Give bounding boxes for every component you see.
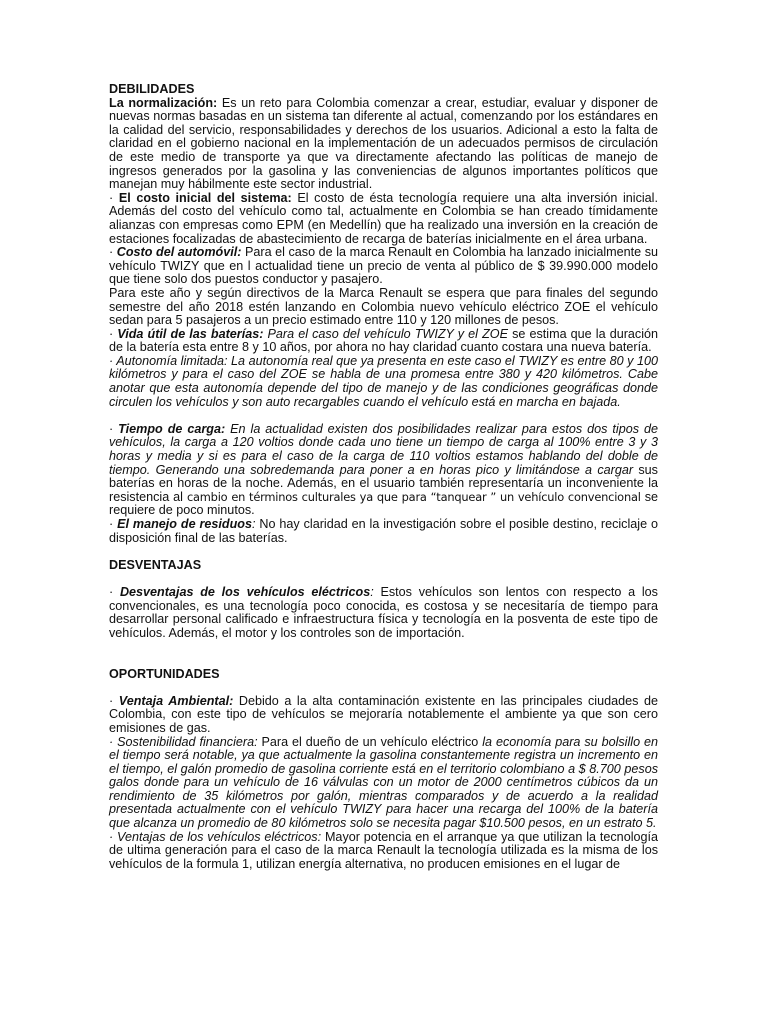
label-ambiental: Ventaja Ambiental: (118, 693, 234, 708)
text-tiempo-carga: sus baterías en horas de la noche. Además, en el usuario también representaría un inconveniente la resistencia al (109, 462, 658, 504)
paragraph-normalizacion (109, 97, 658, 192)
paragraph-ventajas-electricos (109, 831, 658, 872)
heading-desventajas: DESVENTAJAS (109, 557, 202, 572)
text-ventajas-electricos: Mayor potencia en el arranque ya que utilizan la tecnología de ultima generación para el caso de la marca Renault la tecnología utilizada es la misma de los vehículos de la formula 1, utilizan energía alternativa, no producen emisiones en el lugar de (109, 829, 659, 871)
bullet-costo-inicial: · (109, 190, 119, 205)
bullet-costo-automovil: · (109, 245, 117, 260)
italic-sostenibilidad: la economía para su bolsillo en el tiempo será notable, ya que actualmente la gasolina constantemente registra un incremento en el tiempo, el galón promedio de gasolina corriente está en el territorio colombiano a $ 8.700 pesos galos donde para un vehículo de 16 válvulas con un motor de 2000 centímetros cúbicos da un rendimiento de 35 kilómetros por galón, mientras comparados y de acuerdo a la realidad presentada actualmente con el vehículo TWIZY para hacer una recarga del 100% de la batería que alcanza un promedio de 80 kilómetros solo se necesita pagar $10.500 pesos, en un estrato 5. (109, 734, 659, 831)
paragraph-ambiental (109, 695, 658, 736)
paragraph-costo-inicial (109, 192, 658, 246)
bullet-residuos: · (109, 517, 118, 531)
label-costo-automovil: Costo del automóvil: (116, 245, 242, 260)
document-page (109, 83, 658, 871)
label-residuos: El manejo de residuos (117, 517, 252, 531)
heading-oportunidades: OPORTUNIDADES (109, 666, 220, 681)
text-residuos: No hay claridad en la investigación sobre el posible destino, reciclaje o disposición final de las baterías. (109, 517, 658, 545)
bullet-desventajas: · (109, 584, 120, 599)
text-normalizacion: Es un reto para Colombia comenzar a crear, estudiar, evaluar y disponer de nuevas normas basadas en un sistema tan diferente al actual, comenzando por los estándares en la calidad del servicio, responsabilidades y derechos de los usuarios. Adicional a esto la falta de claridad en el gobierno nacional en la implementación de un adecuados permisos de circulación de este medio de transporte ya que va directamente afectando las políticas de manejo de ingresos generados por la gasolina y las conveniencias de algunos importantes políticos que manejan muy hábilmente este sector industrial. (109, 95, 658, 192)
label-costo-inicial: El costo inicial del sistema: (118, 190, 292, 205)
text-costo-automovil: Para el caso de la marca Renault en Colombia ha lanzado inicialmente su vehículo TWIZY que en l actualidad tiene un precio de venta al público de $ 39.990.000 modelo que tiene solo dos puestos conductor y pasajero. (109, 245, 659, 287)
label-vida-util: Vida útil de las baterías: (117, 326, 264, 341)
paragraph-vida-util (109, 328, 658, 355)
condensed-tiempo-carga: cambio en términos culturales ya que para “tanquear ” un vehículo convencional (186, 489, 641, 504)
bullet-tiempo-carga: · (109, 421, 119, 436)
paragraph-desventajas (109, 586, 658, 640)
paragraph-zoe: Para este año y según directivos de la Marca Renault se espera que para finales del segundo semestre del año 2018 estén lanzando en Colombia nuevo vehículo eléctrico ZOE el vehículo sedan para 5 pasajeros a un precio estimado entre 110 y 120 millones de pesos. (109, 285, 658, 328)
text-autonomia: · Autonomía limitada: La autonomía real que ya presenta en este caso el TWIZY es entre 80 y 100 kilómetros y para el caso del ZOE se habla de una promesa entre 380 y 420 kilómetros. Cabe anotar que esta autonomía depende del tipo de manejo y de las condiciones geográficas donde circulen los vehículos y son auto recargables cuando el vehículo está en marcha en bajada. (109, 353, 658, 409)
label-normalizacion: La normalización: (109, 95, 218, 110)
spacer (109, 681, 658, 695)
text-ambiental: Debido a la alta contaminación existente en las principales ciudades de Colombia, con este tipo de vehículos se mejoraría notablemente el ambiente ya que son cero emisiones de gas. (109, 693, 658, 735)
text-sostenibilidad: Para el dueño de un vehículo eléctrico (257, 734, 483, 749)
lead-sostenibilidad: · Sostenibilidad financiera: (109, 734, 258, 749)
text-end-tiempo-carga: se requiere de poco minutos. (109, 489, 658, 518)
spacer (109, 572, 658, 586)
text-vida-util: se estima que la duración de la batería esta entre 8 y 10 años, por ahora no hay claridad cuanto costara una nueva batería. (109, 326, 659, 355)
italic-tiempo-carga: En la actualidad existen dos posibilidades realizar para estos dos tipos de vehículos, la carga a 120 voltios donde cada uno tiene un tiempo de carga al 100% entre 3 y 3 horas y media y si es para el caso de la carga de 110 voltios estamos hablando del doble de tiempo. Generando una sobredemanda para poner a en horas pico y limitándose a cargar (109, 421, 658, 477)
spacer (109, 640, 658, 654)
colon-residuos: : (252, 517, 256, 531)
text-costo-inicial: El costo de ésta tecnología requiere una alta inversión inicial. Además del costo del vehículo como tal, actualmente en Colombia se han creado tímidamente alianzas con empresas como EPM (en Medellín) que ha realizado una inversión en la creación de estaciones focalizadas de abastecimiento de recarga de baterías inicialmente en el área urbana. (109, 190, 658, 246)
paragraph-sostenibilidad (109, 736, 658, 831)
colon-desventajas: : (370, 584, 374, 599)
spacer (109, 545, 658, 559)
bullet-ambiental: · (109, 693, 119, 708)
paragraph-autonomia (109, 355, 658, 409)
italic-vida-util: Para el caso del vehículo TWIZY y el ZOE (263, 326, 508, 341)
paragraph-costo-automovil (109, 246, 658, 287)
bullet-vida-util: · (109, 326, 118, 341)
lead-ventajas-electricos: · Ventajas de los vehículos eléctricos: (109, 829, 322, 844)
paragraph-tiempo-carga (109, 423, 658, 518)
spacer (109, 654, 658, 668)
heading-debilidades: DEBILIDADES (109, 82, 195, 96)
spacer (109, 409, 658, 423)
label-tiempo-carga: Tiempo de carga: (118, 421, 226, 436)
paragraph-residuos (109, 518, 658, 545)
label-desventajas: Desventajas de los vehículos eléctricos (119, 584, 371, 599)
text-desventajas: Estos vehículos son lentos con respecto a los convencionales, es una tecnología poco conocida, es costosa y se necesitaría de tiempo para desarrollar personal calificado e infraestructura física y tecnología en la posventa de este tipo de vehículos. Además, el motor y los controles son de importación. (109, 584, 658, 640)
